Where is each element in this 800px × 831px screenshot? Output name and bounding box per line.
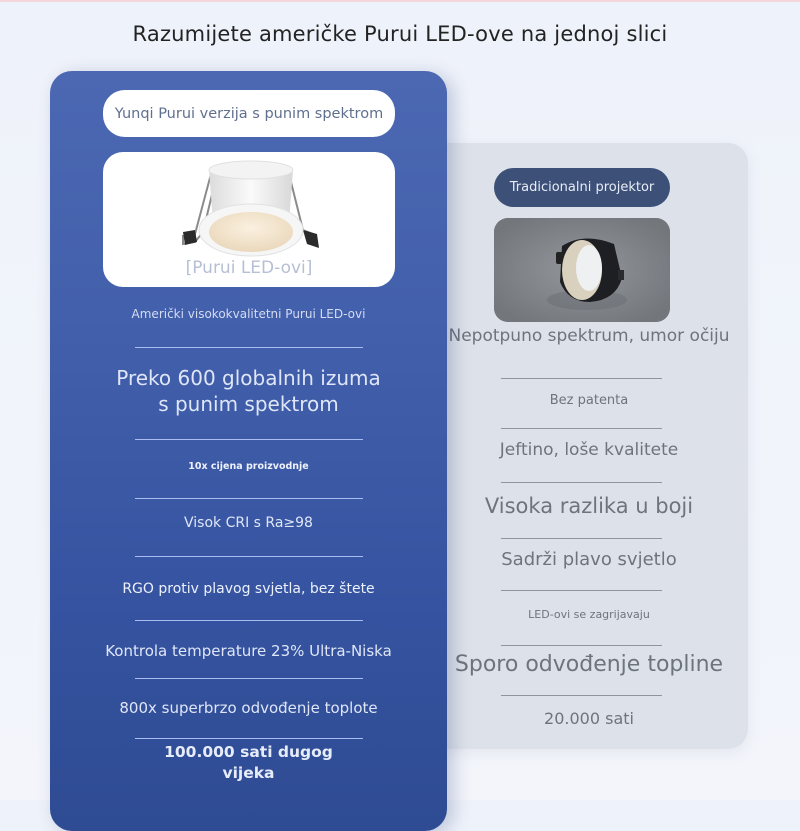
traditional-feature-lifespan: 20.000 sati <box>544 709 634 728</box>
divider <box>135 556 363 557</box>
traditional-feature-color: Visoka razlika u boji <box>484 494 694 518</box>
purui-header-pill: Yunqi Purui verzija s punim spektrom <box>103 90 395 137</box>
traditional-feature-patent: Bez patenta <box>549 393 629 408</box>
purui-product-image <box>103 152 395 287</box>
divider <box>501 378 662 379</box>
traditional-feature-heating: LED-ovi se zagrijavaju <box>528 608 650 621</box>
black-downlight-icon <box>494 218 670 322</box>
purui-card <box>50 71 447 831</box>
divider <box>135 498 363 499</box>
traditional-card <box>430 143 748 749</box>
divider <box>501 428 662 429</box>
divider <box>135 439 363 440</box>
traditional-feature-heat-dissipation: Sporo odvođenje topline <box>454 652 724 677</box>
purui-feature-heat-dissipation: 800x superbrzo odvođenje toplote <box>119 699 378 717</box>
divider <box>501 482 662 483</box>
traditional-product-image <box>494 218 670 322</box>
purui-feature-inventions: Preko 600 globalnih izuma s punim spektrom <box>116 366 381 416</box>
purui-feature-lifespan: 100.000 sati dugog vijeka <box>164 743 333 782</box>
traditional-feature-spectrum: Nepotpuno spektrum, umor očiju <box>448 326 730 346</box>
purui-feature-quality: Američki visokokvalitetni Purui LED-ovi <box>131 307 366 321</box>
divider <box>501 695 662 696</box>
purui-feature-cri: Visok CRI s Ra≥98 <box>184 515 313 531</box>
top-border <box>0 0 800 2</box>
divider <box>501 538 662 539</box>
divider <box>135 620 363 621</box>
divider <box>501 590 662 591</box>
page-title: Razumijete američke Purui LED-ove na jednoj slici <box>132 22 668 46</box>
divider <box>501 645 662 646</box>
traditional-feature-quality: Jeftino, loše kvalitete <box>499 440 679 460</box>
purui-feature-rgo: RGO protiv plavog svjetla, bez štete <box>122 581 375 597</box>
purui-image-caption: [Purui LED-ovi] <box>185 258 313 278</box>
purui-feature-temperature: Kontrola temperature 23% Ultra-Niska <box>105 642 392 660</box>
traditional-header-pill: Tradicionalni projektor <box>494 168 670 207</box>
traditional-feature-bluelight: Sadrži plavo svjetlo <box>501 549 677 570</box>
divider <box>135 738 363 739</box>
divider <box>135 678 363 679</box>
purui-feature-cost: 10x cijena proizvodnje <box>188 461 309 472</box>
divider <box>135 347 363 348</box>
